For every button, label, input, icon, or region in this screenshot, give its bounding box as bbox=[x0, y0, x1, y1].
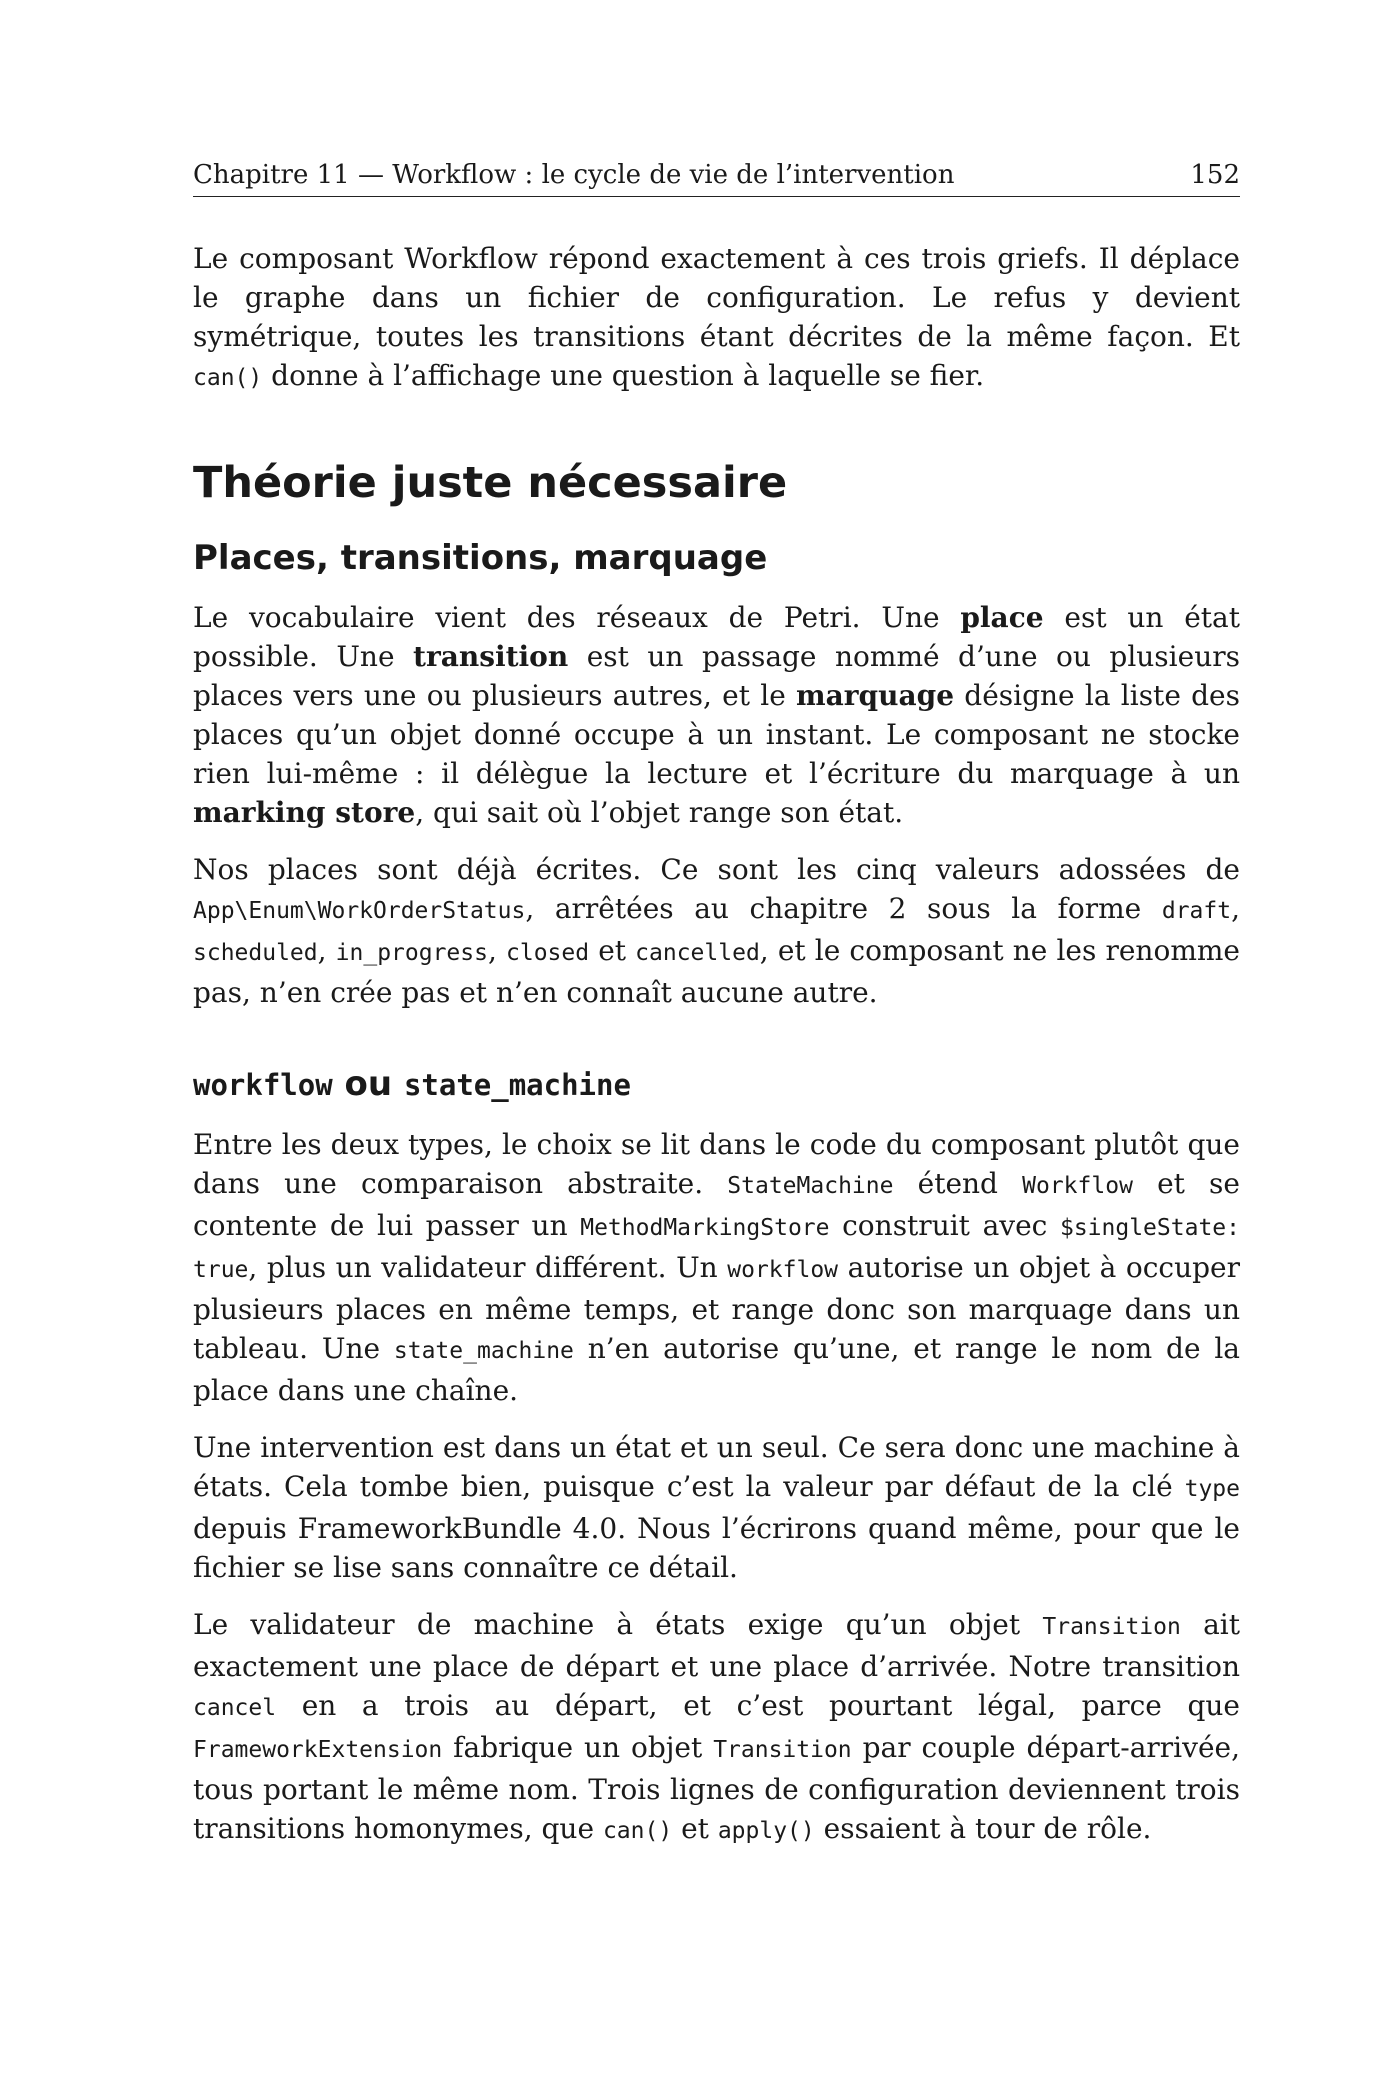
bold-term: transition bbox=[413, 640, 569, 673]
running-header bbox=[193, 158, 1240, 197]
text: Le vocabulaire vient des réseaux de Petri. Une bbox=[193, 601, 961, 634]
bold-term: marking store bbox=[193, 796, 416, 829]
text: ou bbox=[332, 1064, 404, 1104]
inline-code: Workflow bbox=[1022, 1173, 1133, 1199]
paragraph-places bbox=[193, 850, 1240, 1012]
text: et bbox=[672, 1812, 718, 1845]
text: Nos places sont déjà écrites. Ce sont les cinq valeurs adossées de bbox=[193, 853, 1240, 886]
text: , plus un validateur différent. Un bbox=[248, 1251, 728, 1284]
text: , bbox=[317, 934, 336, 967]
text: construit avec bbox=[829, 1209, 1060, 1242]
chapter-title: Chapitre 11 — Workflow : le cycle de vie de l’intervention bbox=[193, 160, 955, 190]
inline-code: draft bbox=[1161, 898, 1232, 924]
text: fabrique un objet bbox=[442, 1731, 714, 1764]
text: désigne la liste des places qu’un objet donné occupe à un instant. Le composant ne stocke rien lui-même : il délègue la lecture et l’écriture du marquage à un bbox=[193, 679, 1240, 790]
text: est un état possible. Une bbox=[193, 601, 1240, 673]
inline-code: in_progress bbox=[335, 940, 488, 966]
inline-code: state_machine bbox=[393, 1338, 574, 1364]
text: depuis FrameworkBundle 4.0. Nous l’écrirons quand même, pour que le fichier se lise sans connaître ce détail. bbox=[193, 1512, 1240, 1584]
inline-code: state_machine bbox=[403, 1068, 631, 1102]
page-number: 152 bbox=[1190, 160, 1240, 190]
text: ait exactement une place de départ et une place d’arrivée. Notre transition bbox=[193, 1608, 1240, 1683]
paragraph-types bbox=[193, 1125, 1240, 1410]
inline-code: StateMachine bbox=[727, 1173, 894, 1199]
inline-code: closed bbox=[506, 940, 590, 966]
subsection-heading-types bbox=[193, 1062, 1240, 1107]
text: , arrêtées au chapitre 2 sous la forme bbox=[525, 892, 1162, 925]
inline-code: Transition bbox=[713, 1737, 852, 1763]
inline-code: App\Enum\WorkOrderStatus bbox=[193, 898, 526, 924]
subsection-heading-places: Places, transitions, marquage bbox=[193, 538, 768, 578]
inline-code: MethodMarkingStore bbox=[580, 1215, 830, 1241]
inline-code: FrameworkExtension bbox=[193, 1737, 443, 1763]
inline-code: workflow bbox=[193, 1068, 333, 1102]
text: , bbox=[1231, 892, 1240, 925]
paragraph-intro bbox=[193, 239, 1240, 398]
text: et bbox=[589, 934, 636, 967]
paragraph-validator bbox=[193, 1605, 1240, 1851]
text: autorise un objet à occuper plusieurs places en même temps, et range donc son marquage dans un tableau. Une bbox=[193, 1251, 1241, 1365]
paragraph-vocabulary bbox=[193, 598, 1240, 832]
text: par couple départ-arrivée, tous portant le même nom. Trois lignes de configuration deviennent trois transitions homonymes, que bbox=[193, 1731, 1240, 1845]
text: n’en autorise qu’une, et range le nom de la place dans une chaîne. bbox=[193, 1332, 1240, 1407]
inline-code: type bbox=[1184, 1476, 1240, 1502]
text: , et le composant ne les renomme pas, n’en crée pas et n’en connaît aucune autre. bbox=[193, 934, 1240, 1009]
text: est un passage nommé d’une ou plusieurs places vers une ou plusieurs autres, et le bbox=[193, 640, 1240, 712]
text: donne à l’affichage une question à laquelle se fier. bbox=[262, 359, 985, 392]
text: essaient à tour de rôle. bbox=[814, 1812, 1152, 1845]
text: Entre les deux types, le choix se lit dans le code du composant plutôt que dans une comparaison abstraite. bbox=[193, 1128, 1240, 1200]
text: Le validateur de machine à états exige qu’un objet bbox=[193, 1608, 1043, 1641]
bold-term: marquage bbox=[796, 679, 955, 712]
inline-code: can() bbox=[193, 365, 263, 391]
inline-code: Transition bbox=[1042, 1614, 1181, 1640]
inline-code: workflow bbox=[727, 1257, 839, 1283]
paragraph-state-machine bbox=[193, 1428, 1240, 1587]
text: étend bbox=[893, 1167, 1023, 1200]
inline-code: cancel bbox=[193, 1695, 277, 1721]
text: et se contente de lui passer un bbox=[193, 1167, 1240, 1242]
section-heading: Théorie juste nécessaire bbox=[193, 458, 788, 508]
text: en a trois au départ, et c’est pourtant légal, parce que bbox=[276, 1689, 1240, 1722]
bold-term: place bbox=[960, 601, 1044, 634]
page-content bbox=[193, 158, 1240, 1869]
inline-code: can() bbox=[602, 1818, 673, 1844]
inline-code: scheduled bbox=[193, 940, 318, 966]
text: , bbox=[487, 934, 507, 967]
text: Le composant Workflow répond exactement à ces trois griefs. Il déplace le graphe dans un fichier de configuration. Le refus y devient symétrique, toutes les transitions étant décrites de la même façon. Et bbox=[193, 242, 1240, 353]
inline-code: apply() bbox=[717, 1818, 815, 1844]
inline-code: $singleState: true bbox=[193, 1215, 1240, 1283]
text: Une intervention est dans un état et un seul. Ce sera donc une machine à états. Cela tombe bien, puisque c’est la valeur par défaut de la clé bbox=[193, 1431, 1240, 1503]
inline-code: cancelled bbox=[635, 940, 760, 966]
text: , qui sait où l’objet range son état. bbox=[415, 796, 904, 829]
